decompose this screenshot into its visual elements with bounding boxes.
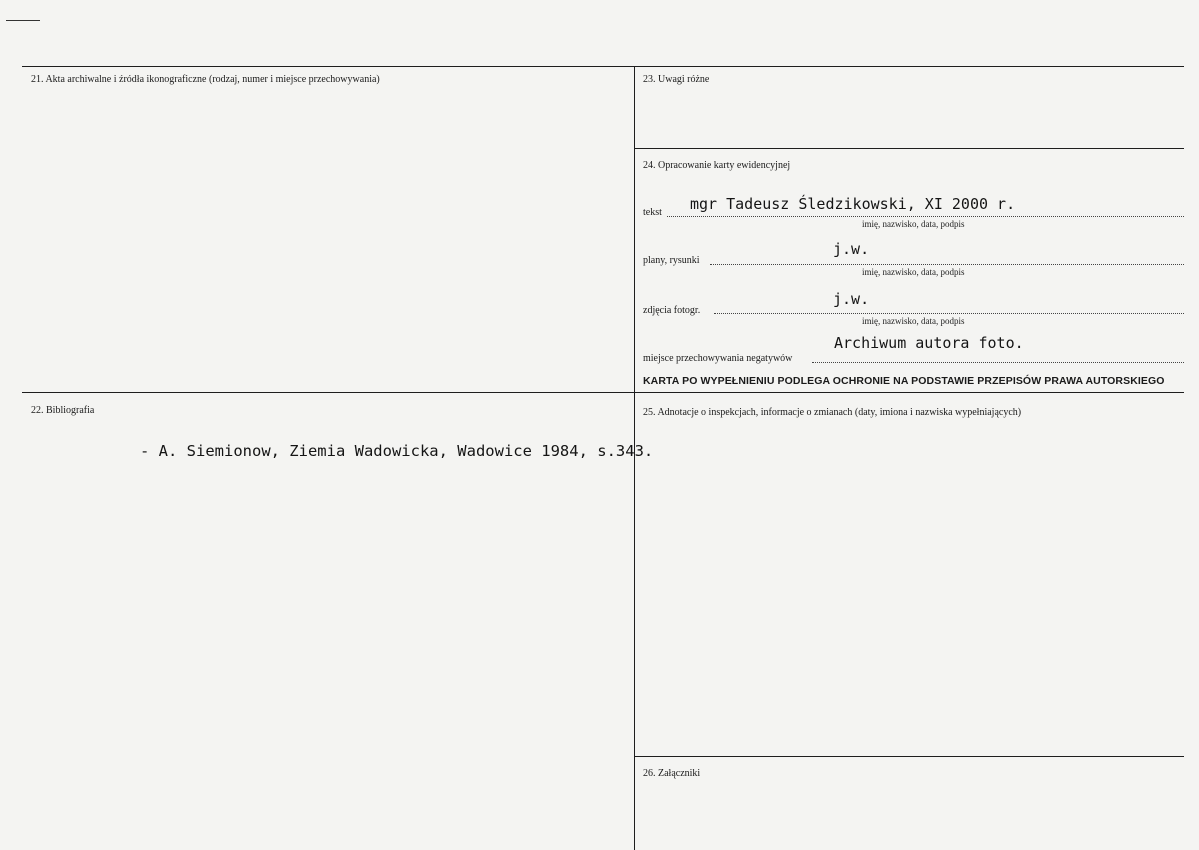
section-21-label: 21. Akta archiwalne i źródła ikonograficzne (rodzaj, numer i miejsce przechowywania) [31,74,380,85]
field-plany-value: j.w. [833,240,870,258]
rule-25-26 [634,756,1184,757]
section-22-label: 22. Bibliografia [31,405,95,416]
field-zdjecia-caption: imię, nazwisko, data, podpis [862,316,965,326]
rule-23-24 [634,148,1184,149]
field-tekst-line [667,216,1184,217]
top-rule [22,66,1184,67]
bibliography-entry: - A. Siemionow, Ziemia Wadowicka, Wadowice 1984, s.343. [140,442,654,460]
corner-mark [6,20,40,21]
field-plany-caption: imię, nazwisko, data, podpis [862,267,965,277]
section-24-label: 24. Opracowanie karty ewidencyjnej [643,160,791,171]
middle-rule [22,392,1184,393]
section-26-label: 26. Załączniki [643,768,701,779]
field-negatywy-label: miejsce przechowywania negatywów [643,353,793,364]
field-plany-line [710,264,1184,265]
field-negatywy-value: Archiwum autora foto. [834,334,1024,352]
field-tekst-value: mgr Tadeusz Śledzikowski, XI 2000 r. [690,195,1016,213]
field-zdjecia-value: j.w. [833,290,870,308]
field-zdjecia-line [714,313,1184,314]
section-25-label: 25. Adnotacje o inspekcjach, informacje o zmianach (daty, imiona i nazwiska wypełniających) [643,407,1022,418]
field-plany-label: plany, rysunki [643,255,700,266]
field-tekst-label: tekst [643,207,662,218]
field-negatywy-line [812,362,1184,363]
field-tekst-caption: imię, nazwisko, data, podpis [862,219,965,229]
section-23-label: 23. Uwagi różne [643,74,710,85]
field-zdjecia-label: zdjęcia fotogr. [643,305,701,316]
copyright-notice: KARTA PO WYPEŁNIENIU PODLEGA OCHRONIE NA PODSTAWIE PRZEPISÓW PRAWA AUTORSKIEGO [643,375,1165,387]
